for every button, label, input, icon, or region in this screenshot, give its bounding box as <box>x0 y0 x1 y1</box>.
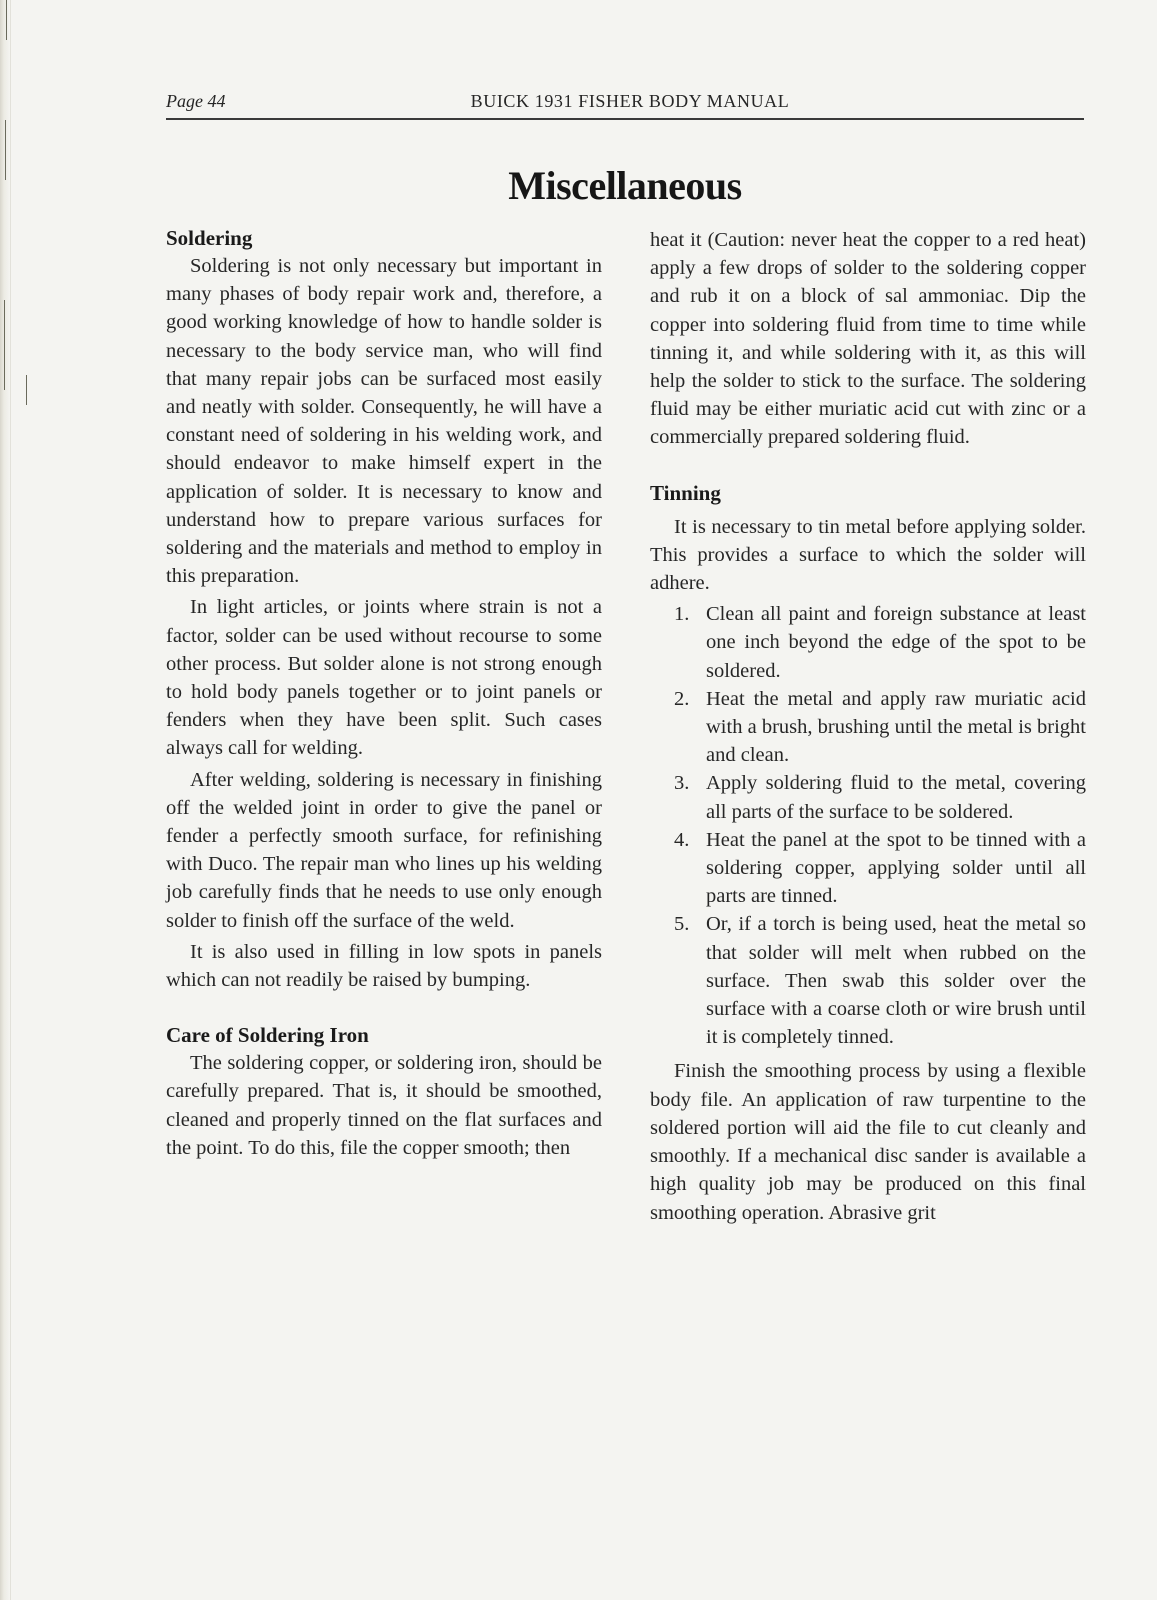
list-item-number: 4. <box>674 828 690 851</box>
paragraph: The soldering copper, or soldering iron, should be carefully prepared. That is, it should be smoothed, cleaned and properly tinned on the flat surfaces and the point. To do this, file the copper smooth; then <box>166 1052 602 1159</box>
list-item-text: Heat the metal and apply raw muriatic acid with a brush, brushing until the metal is bright and clean. <box>706 687 1086 767</box>
section-heading-tinning: Tinning <box>650 480 721 505</box>
binding-mark <box>5 120 6 180</box>
list-item-text: Or, if a torch is being used, heat the metal so that solder will melt when rubbed on the surface. Then swab this solder over the surface with a coarse cloth or wire brush until it is completely tinned. <box>706 913 1086 1049</box>
list-item <box>650 685 1086 770</box>
page-header <box>166 90 1084 120</box>
list-item <box>650 826 1086 911</box>
section-heading-soldering: Soldering <box>166 226 253 250</box>
list-item-text: Apply soldering fluid to the metal, covering all parts of the surface to be soldered. <box>706 772 1086 823</box>
paragraph: Soldering is not only necessary but important in many phases of body repair work and, therefore, a good working knowledge of how to handle solder is necessary to the body service man, who will find that many repair jobs can be surfaced most easily and neatly with solder. Consequently, he will have a constant need of soldering in his welding work, and should endeavor to make himself expert in the application of solder. It is necessary to know and understand how to prepare various surfaces for soldering and the materials and method to employ in this preparation. <box>166 255 602 588</box>
paragraph: After welding, soldering is necessary in finishing off the welded joint in order to give the panel or fender a perfectly smooth surface, for refinishing with Duco. The repair man who lines up his welding job carefully finds that he needs to use only enough solder to finish off the surface of the weld. <box>166 768 602 932</box>
binding-mark <box>26 375 27 405</box>
list-item <box>650 769 1086 825</box>
section-gap <box>650 455 1086 479</box>
paragraph: It is also used in filling in low spots in panels which can not readily be raised by bumping. <box>166 940 602 992</box>
section-heading-care-of-soldering-iron: Care of Soldering Iron <box>166 1023 369 1048</box>
paragraph: It is necessary to tin metal before applying solder. This provides a surface to which the solder will adhere. <box>650 515 1086 595</box>
list-item-number: 1. <box>674 603 690 626</box>
list-item <box>650 600 1086 685</box>
tinning-steps-list <box>650 600 1086 1051</box>
page-title: Miscellaneous <box>508 163 742 208</box>
list-item-number: 3. <box>674 772 690 795</box>
page-number: Page 44 <box>166 91 226 111</box>
list-item-text: Clean all paint and foreign substance at least one inch beyond the edge of the spot to be soldered. <box>706 603 1086 682</box>
list-item-text: Heat the panel at the spot to be tinned with a soldering copper, applying solder until all parts are tinned. <box>706 828 1086 908</box>
section-gap <box>166 997 602 1021</box>
right-column <box>650 226 1086 1230</box>
list-item-number: 2. <box>674 687 690 710</box>
binding-mark <box>6 0 7 40</box>
running-title: BUICK 1931 FISHER BODY MANUAL <box>470 91 790 111</box>
paragraph-continuation: heat it (Caution: never heat the copper to a red heat) apply a few drops of solder to the soldering copper and rub it on a block of sal ammoniac. Dip the copper into soldering fluid from time to time while tinning it, and while soldering with it, as this will help the solder to stick to the surface. The soldering fluid may be either muriatic acid cut with zinc or a commercially prepared soldering fluid. <box>650 229 1086 449</box>
list-item-number: 5. <box>674 913 690 936</box>
list-item <box>650 910 1086 1051</box>
binding-mark <box>4 300 5 390</box>
page-binding-edge <box>0 0 11 1600</box>
paragraph: Finish the smoothing process by using a flexible body file. An application of raw turpentine to the soldered portion will aid the file to cut cleanly and smoothly. If a mechanical disc sander is available a high quality job may be produced on this final smoothing operation. Abrasive grit <box>650 1060 1086 1224</box>
paragraph: In light articles, or joints where strain is not a factor, solder can be used without recourse to some other process. But solder alone is not strong enough to hold body panels together or to joint panels or fenders when they have been split. Such cases always call for welding. <box>166 596 602 760</box>
left-column <box>166 224 602 1165</box>
